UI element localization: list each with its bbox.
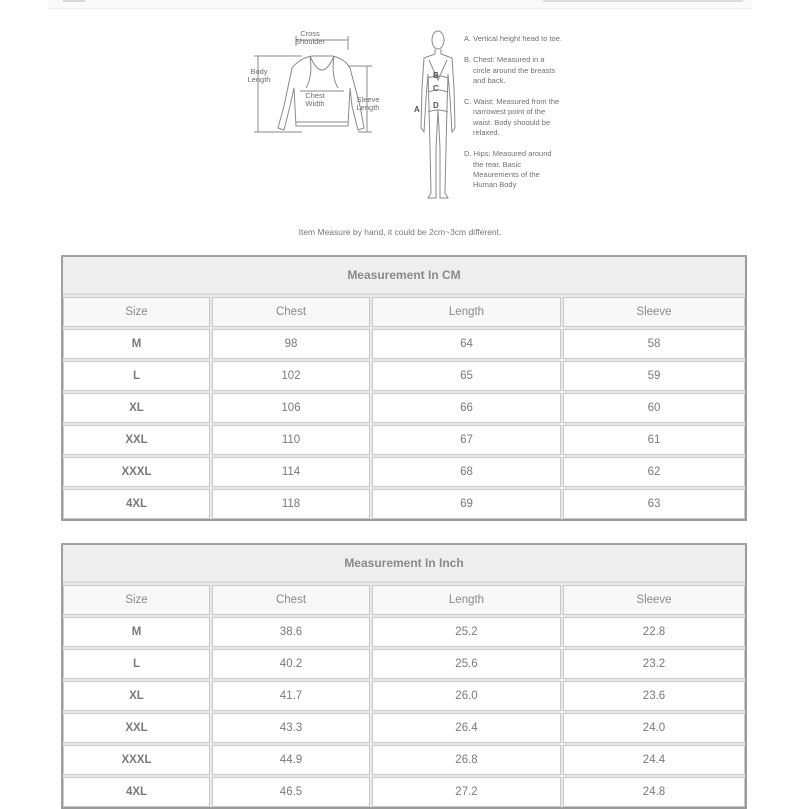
marker-c: C bbox=[433, 84, 439, 93]
sleeve-cell: 23.6 bbox=[563, 681, 745, 711]
size-cell: 4XL bbox=[63, 489, 210, 519]
chest-cell: 46.5 bbox=[212, 777, 370, 807]
chest-cell: 118 bbox=[212, 489, 370, 519]
length-cell: 65 bbox=[372, 361, 561, 391]
size-cell: M bbox=[63, 329, 210, 359]
size-cell: L bbox=[63, 361, 210, 391]
header-cell: Size bbox=[63, 297, 210, 327]
sleeve-cell: 59 bbox=[563, 361, 745, 391]
measurement-legend bbox=[464, 34, 564, 202]
sleeve-cell: 62 bbox=[563, 457, 745, 487]
length-cell: 27.2 bbox=[372, 777, 561, 807]
length-cell: 66 bbox=[372, 393, 561, 423]
header-cell: Sleeve bbox=[563, 585, 745, 615]
sleeve-cell: 24.0 bbox=[563, 713, 745, 743]
size-cell: XXXL bbox=[63, 457, 210, 487]
chest-cell: 43.3 bbox=[212, 713, 370, 743]
length-cell: 25.6 bbox=[372, 649, 561, 679]
size-table-inch bbox=[61, 543, 747, 809]
size-table-cm bbox=[61, 255, 747, 521]
sleeve-cell: 61 bbox=[563, 425, 745, 455]
measurement-diagram bbox=[240, 26, 570, 216]
chest-width-label: Chest Width bbox=[300, 92, 330, 108]
table-row bbox=[63, 393, 745, 423]
size-cell: XXL bbox=[63, 425, 210, 455]
table-row bbox=[63, 681, 745, 711]
chest-cell: 41.7 bbox=[212, 681, 370, 711]
sleeve-cell: 60 bbox=[563, 393, 745, 423]
table-row bbox=[63, 425, 745, 455]
header-cell: Length bbox=[372, 585, 561, 615]
header-cell: Chest bbox=[212, 297, 370, 327]
sleeve-cell: 23.2 bbox=[563, 649, 745, 679]
chest-cell: 114 bbox=[212, 457, 370, 487]
table-row bbox=[63, 713, 745, 743]
top-edge-strip bbox=[48, 0, 752, 9]
table-row bbox=[63, 745, 745, 775]
table-title: Measurement In CM bbox=[63, 257, 745, 295]
sleeve-cell: 58 bbox=[563, 329, 745, 359]
size-cell: XXL bbox=[63, 713, 210, 743]
legend-item-d: D. Hips: Measured around the rear. Basic Meaurements of the Human Body bbox=[464, 149, 552, 190]
table-row bbox=[63, 617, 745, 647]
header-cell: Sleeve bbox=[563, 297, 745, 327]
size-cell: XL bbox=[63, 393, 210, 423]
top-edge-bar bbox=[543, 0, 743, 2]
size-cell: 4XL bbox=[63, 777, 210, 807]
chest-cell: 44.9 bbox=[212, 745, 370, 775]
marker-d: D bbox=[433, 101, 439, 110]
size-cell: XL bbox=[63, 681, 210, 711]
sleeve-cell: 24.8 bbox=[563, 777, 745, 807]
size-cell: L bbox=[63, 649, 210, 679]
sleeve-length-label: Sleeve Length bbox=[356, 95, 380, 112]
table-title: Measurement In Inch bbox=[63, 545, 745, 583]
sleeve-cell: 63 bbox=[563, 489, 745, 519]
table-row bbox=[63, 649, 745, 679]
chest-cell: 106 bbox=[212, 393, 370, 423]
chest-cell: 110 bbox=[212, 425, 370, 455]
marker-a: A bbox=[414, 105, 420, 114]
legend-item-a: A. Vertical height head to toe. bbox=[464, 34, 562, 43]
table-header-row bbox=[63, 297, 745, 327]
top-edge-tab bbox=[63, 0, 85, 2]
chest-cell: 40.2 bbox=[212, 649, 370, 679]
table-row bbox=[63, 777, 745, 807]
legend-item-c: C. Waist: Measured from the narrowest point of the waist. Body shoould be relaxed. bbox=[464, 97, 560, 138]
chest-cell: 98 bbox=[212, 329, 370, 359]
length-cell: 26.0 bbox=[372, 681, 561, 711]
length-cell: 26.4 bbox=[372, 713, 561, 743]
measure-note: Item Measure by hand, it could be 2cm~3cm different. bbox=[298, 227, 502, 237]
table-row bbox=[63, 361, 745, 391]
table-row bbox=[63, 457, 745, 487]
header-cell: Length bbox=[372, 297, 561, 327]
size-cell: M bbox=[63, 617, 210, 647]
legend-item-b: B. Chest: Measured in a circle around the breasts and back. bbox=[464, 55, 556, 85]
table-header-row bbox=[63, 585, 745, 615]
header-cell: Chest bbox=[212, 585, 370, 615]
chest-cell: 38.6 bbox=[212, 617, 370, 647]
length-cell: 25.2 bbox=[372, 617, 561, 647]
length-cell: 64 bbox=[372, 329, 561, 359]
sleeve-cell: 24.4 bbox=[563, 745, 745, 775]
header-cell: Size bbox=[63, 585, 210, 615]
marker-b: B bbox=[433, 71, 439, 80]
table-row bbox=[63, 329, 745, 359]
length-cell: 26.8 bbox=[372, 745, 561, 775]
chest-cell: 102 bbox=[212, 361, 370, 391]
cross-shoulder-label: Cross Shoulder bbox=[294, 29, 326, 46]
length-cell: 69 bbox=[372, 489, 561, 519]
length-cell: 67 bbox=[372, 425, 561, 455]
table-row bbox=[63, 489, 745, 519]
length-cell: 68 bbox=[372, 457, 561, 487]
body-length-label: Body Length bbox=[247, 67, 271, 84]
size-cell: XXXL bbox=[63, 745, 210, 775]
sleeve-cell: 22.8 bbox=[563, 617, 745, 647]
